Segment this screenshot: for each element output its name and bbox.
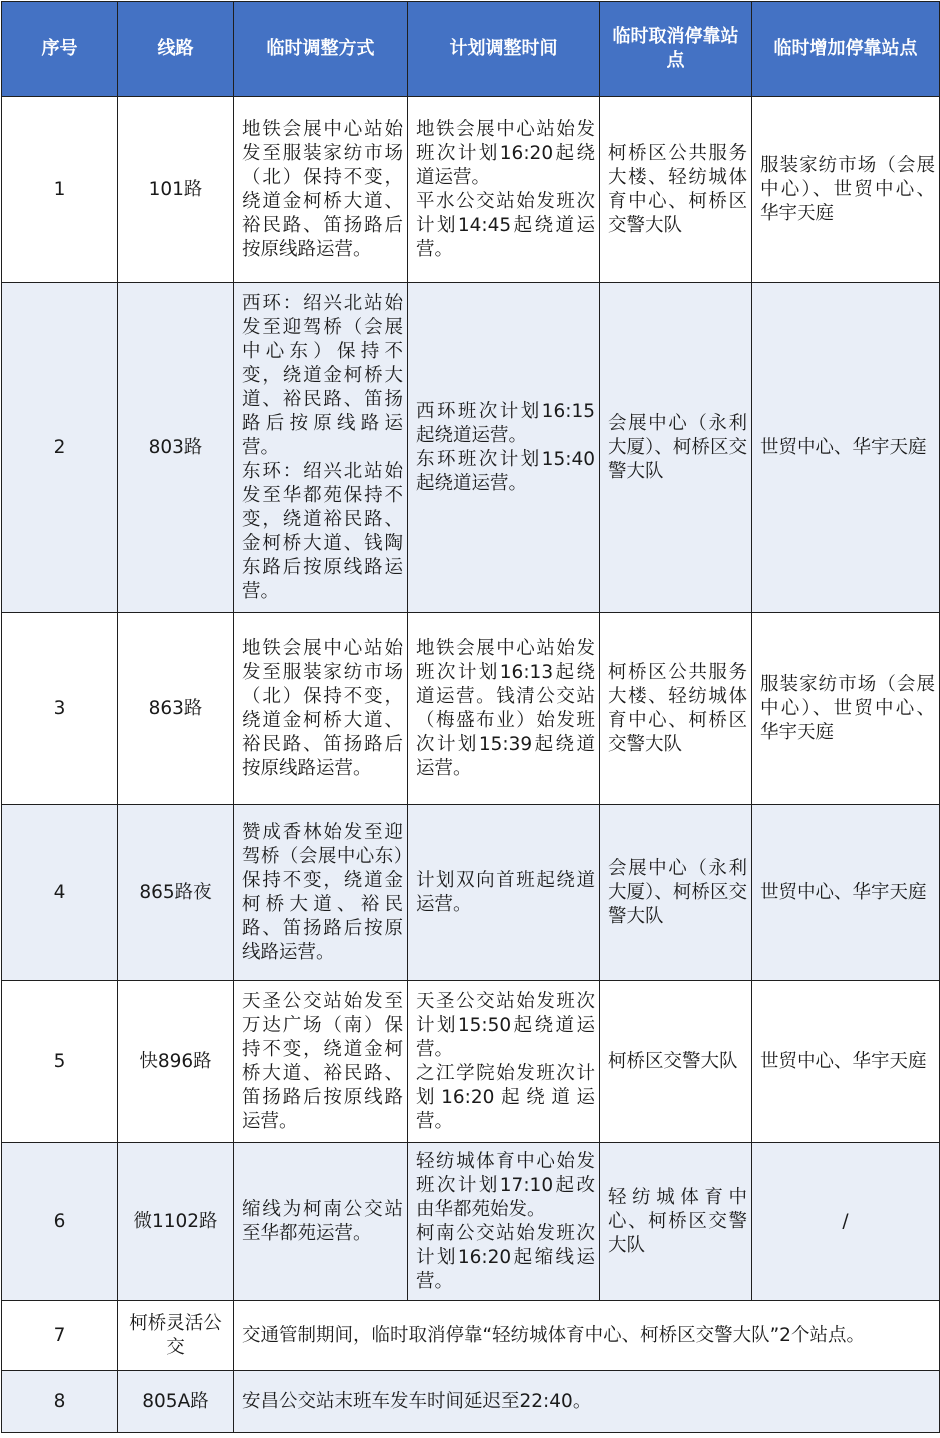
- cell-cancel-stops: 会展中心（永利大厦）、柯桥区交警大队: [600, 283, 752, 613]
- cell-seq: 5: [2, 981, 118, 1143]
- table-row: [2, 805, 940, 981]
- cell-cancel-stops: 柯桥区公共服务大楼、轻纺城体育中心、柯桥区交警大队: [600, 97, 752, 283]
- time-line: 柯南公交站始发班次计划16:20起缩线运营。: [416, 1222, 595, 1292]
- cell-route: 803路: [118, 283, 234, 613]
- cell-method: 天圣公交站始发至万达广场（南）保持不变，绕道金柯桥大道、裕民路、笛扬路后按原线路运营。: [234, 981, 408, 1143]
- cell-route: 快896路: [118, 981, 234, 1143]
- cell-seq: 2: [2, 283, 118, 613]
- cell-cancel-stops: 柯桥区公共服务大楼、轻纺城体育中心、柯桥区交警大队: [600, 613, 752, 805]
- cell-time: [408, 805, 600, 981]
- cell-route: 微1102路: [118, 1143, 234, 1301]
- cell-add-stops: 世贸中心、华宇天庭: [752, 981, 940, 1143]
- route-adjustment-table: [1, 1, 940, 1433]
- cell-time: [408, 613, 600, 805]
- time-line: 平水公交站始发班次计划14:45起绕道运营。: [416, 190, 595, 260]
- cell-time: [408, 981, 600, 1143]
- time-line: 计划双向首班起绕道运营。: [416, 869, 595, 915]
- cell-time: [408, 97, 600, 283]
- time-line: 之江学院始发班次计划16:20起绕道运营。: [416, 1062, 595, 1132]
- header-method: 临时调整方式: [234, 2, 408, 97]
- header-cancel-stops: 临时取消停靠站点: [600, 2, 752, 97]
- table-row: [2, 981, 940, 1143]
- cell-route: 863路: [118, 613, 234, 805]
- table-row: [2, 283, 940, 613]
- cell-time: [408, 1143, 600, 1301]
- cell-method: 赞成香林始发至迎驾桥（会展中心东）保持不变，绕道金柯桥大道、裕民路、笛扬路后按原线路运营。: [234, 805, 408, 981]
- table-row: [2, 1143, 940, 1301]
- time-line: 地铁会展中心站始发班次计划16:20起绕道运营。: [416, 118, 595, 188]
- cell-seq: 3: [2, 613, 118, 805]
- cell-seq: 6: [2, 1143, 118, 1301]
- cell-add-stops: 世贸中心、华宇天庭: [752, 805, 940, 981]
- table-row: [2, 613, 940, 805]
- cell-time: [408, 283, 600, 613]
- time-line: 轻纺城体育中心始发班次计划17:10起改由华都苑始发。: [416, 1150, 595, 1220]
- header-route: 线路: [118, 2, 234, 97]
- table-row: [2, 97, 940, 283]
- cell-cancel-stops: 会展中心（永利大厦）、柯桥区交警大队: [600, 805, 752, 981]
- method-line: 西环：绍兴北站始发至迎驾桥（会展中心东）保持不变，绕道金柯桥大道、裕民路、笛扬路后按原线路运营。: [242, 292, 403, 458]
- cell-route: 柯桥灵活公交: [118, 1301, 234, 1371]
- cell-seq: 1: [2, 97, 118, 283]
- cell-seq: 4: [2, 805, 118, 981]
- cell-cancel-stops: 柯桥区交警大队: [600, 981, 752, 1143]
- table-header-row: [2, 2, 940, 97]
- cell-add-stops: 服装家纺市场（会展中心）、世贸中心、华宇天庭: [752, 97, 940, 283]
- cell-note: 交通管制期间，临时取消停靠“轻纺城体育中心、柯桥区交警大队”2个站点。: [234, 1301, 940, 1371]
- cell-add-stops: 世贸中心、华宇天庭: [752, 283, 940, 613]
- cell-method: 地铁会展中心站始发至服装家纺市场（北）保持不变，绕道金柯桥大道、裕民路、笛扬路后按原线路运营。: [234, 613, 408, 805]
- cell-route: 865路夜: [118, 805, 234, 981]
- header-time: 计划调整时间: [408, 2, 600, 97]
- cell-add-stops: /: [752, 1143, 940, 1301]
- cell-route: 805A路: [118, 1371, 234, 1433]
- cell-add-stops: 服装家纺市场（会展中心）、世贸中心、华宇天庭: [752, 613, 940, 805]
- cell-seq: 7: [2, 1301, 118, 1371]
- cell-note: 安昌公交站末班车发车时间延迟至22:40。: [234, 1371, 940, 1433]
- time-line: 天圣公交站始发班次计划15:50起绕道运营。: [416, 990, 595, 1060]
- header-seq: 序号: [2, 2, 118, 97]
- header-add-stops: 临时增加停靠站点: [752, 2, 940, 97]
- time-line: 西环班次计划16:15起绕道运营。: [416, 400, 595, 446]
- cell-cancel-stops: 轻纺城体育中心、柯桥区交警大队: [600, 1143, 752, 1301]
- cell-seq: 8: [2, 1371, 118, 1433]
- cell-method: 地铁会展中心站始发至服装家纺市场（北）保持不变，绕道金柯桥大道、裕民路、笛扬路后按原线路运营。: [234, 97, 408, 283]
- method-line: 东环：绍兴北站始发至华都苑保持不变，绕道裕民路、金柯桥大道、钱陶东路后按原线路运营。: [242, 460, 403, 602]
- cell-route: 101路: [118, 97, 234, 283]
- time-line: 地铁会展中心站始发班次计划16:13起绕道运营。钱清公交站（梅盛布业）始发班次计划15:39起绕道运营。: [416, 637, 595, 779]
- cell-method: [234, 283, 408, 613]
- cell-method: 缩线为柯南公交站至华都苑运营。: [234, 1143, 408, 1301]
- table-row: [2, 1301, 940, 1371]
- table-row: [2, 1371, 940, 1433]
- time-line: 东环班次计划15:40起绕道运营。: [416, 448, 595, 494]
